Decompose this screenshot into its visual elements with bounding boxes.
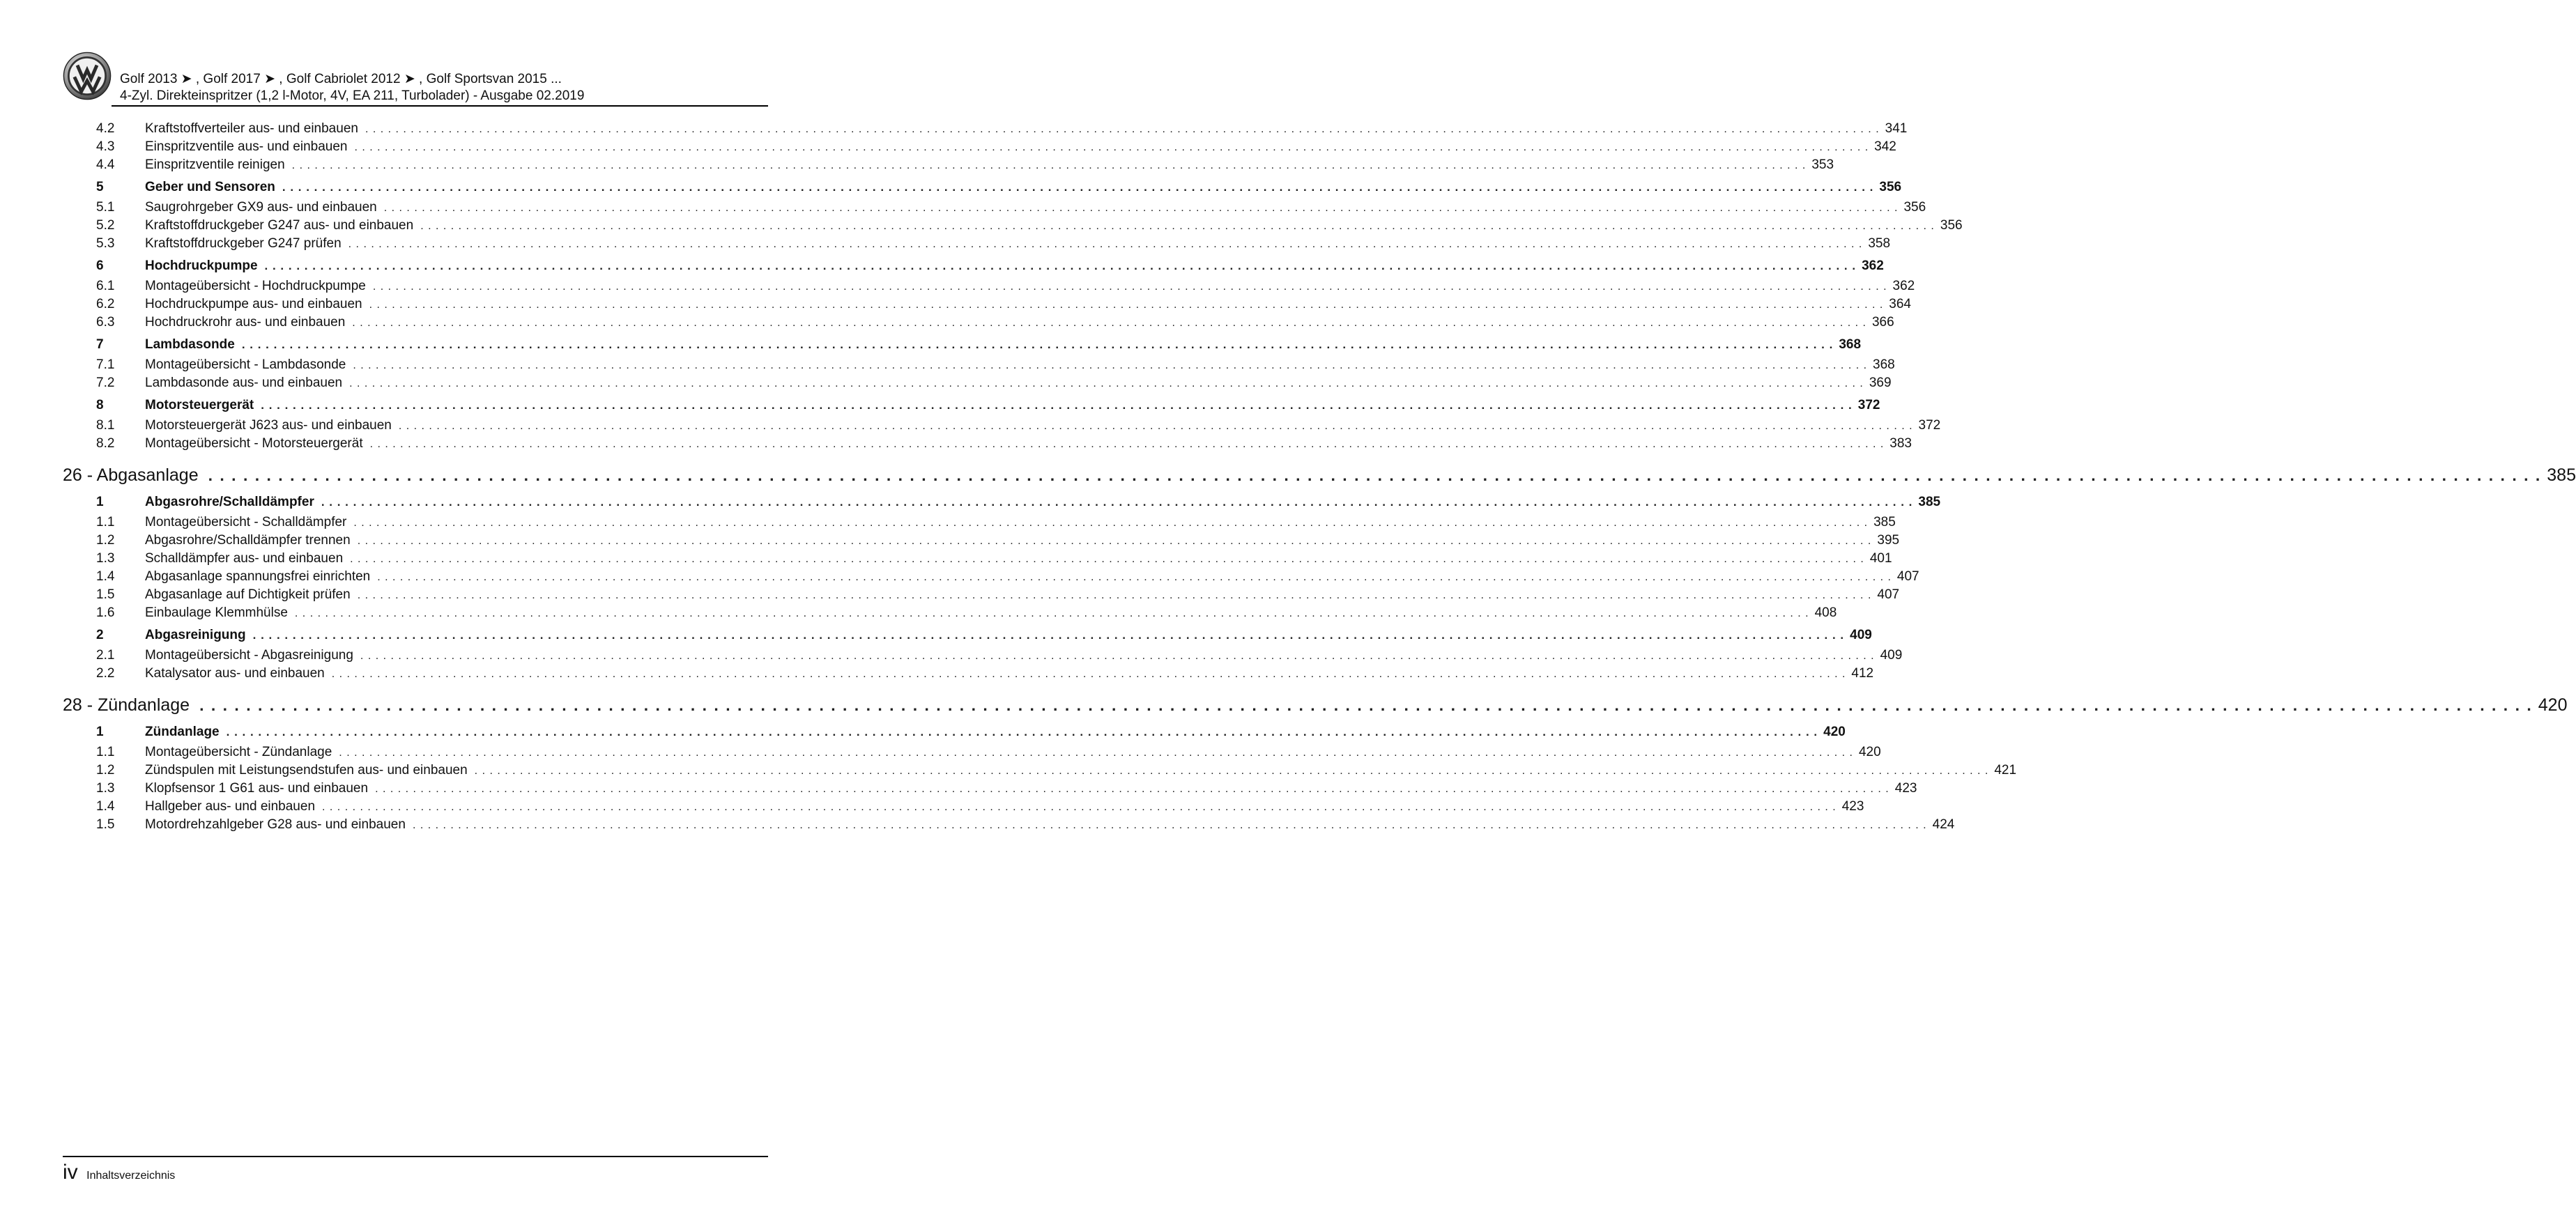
toc-entry-number: 1.5 [96, 817, 115, 832]
toc-section-row[interactable] [63, 337, 1862, 357]
toc-dot-leader: . . . . . . . . . . . . . . . . . . . . . . . . . . . . . . . . . . . . . . . . . . . . . . . . . . . . . . . . . . . . . . . . . . . . . . . . . . . . . . . . . . . . . . . . . . . . . . . . . . . . . . . . . . . . . . . . . . . . . . . . . . . . . . . . . . . . . . . . . . . . . . . . . . . . . . . . . . . . . . . . . . . . . . . . . . . . . . . . . . . . . . . . . . . . . . . . . . . . . . . . [369, 438, 1885, 450]
toc-entry-title: Hochdruckpumpe aus- und einbauen [145, 297, 362, 311]
toc-dot-leader: . . . . . . . . . . . . . . . . . . . . . . . . . . . . . . . . . . . . . . . . . . . . . . . . . . . . . . . . . . . . . . . . . . . . . . . . . . . . . . . . . . . . . . . . . . . . . . . . . . . . . . . . . . . . . . . . . . . . . . . . . . . . . . . . . . . . . . . . . . . . . . . . . . . . . . . . . . . . . . . . . . . . . . . . . . . . . . . . . . . . . . . . . . . . . . . . . . . . . . . . [412, 819, 1927, 831]
toc-entry-title: Motordrehzahlgeber G28 aus- und einbauen [145, 817, 406, 832]
toc-entry-title: Einspritzventile aus- und einbauen [145, 139, 348, 154]
toc-item-row[interactable] [63, 297, 1911, 315]
toc-entry-number: 1.5 [96, 587, 115, 602]
toc-entry-title: Lambdasonde [145, 337, 235, 352]
toc-item-row[interactable] [63, 533, 1900, 551]
toc-entry-page: 395 [1877, 533, 1900, 548]
toc-entry-number: 2.1 [96, 648, 115, 663]
toc-entry-page: 401 [1869, 551, 1892, 566]
toc-entry-title: Kraftstoffdruckgeber G247 prüfen [145, 236, 342, 251]
toc-dot-leader: . . . . . . . . . . . . . . . . . . . . . . . . . . . . . . . . . . . . . . . . . . . . . . . . . . . . . . . . . . . . . . . . . . . . . . . . . . . . . . . . . . . . . . . . . . . . . . . . . . . . . . . . . . . . . . . . . . . . . . . . . . . . . . . . . . . . . . . . . . . . . . . . . . . . . . . . . . . . . . . . . . . . . . . . . . . . . . . . . . . . . . . . . . . . . . . . . . . . . . . . [339, 747, 1853, 759]
toc-entry-title: Lambdasonde aus- und einbauen [145, 376, 343, 390]
header-vehicle-models: Golf 2013 ➤ , Golf 2017 ➤ , Golf Cabriolet 2012 ➤ , Golf Sportsvan 2015 ... [120, 72, 562, 86]
toc-item-row[interactable] [63, 436, 1912, 454]
toc-section-row[interactable] [63, 180, 1902, 200]
toc-entry-page: 353 [1811, 157, 1834, 172]
toc-entry-page: 420 [1858, 745, 1881, 759]
toc-entry-number: 1.6 [96, 605, 115, 620]
toc-entry-number: 7 [96, 337, 104, 352]
toc-dot-leader: . . . . . . . . . . . . . . . . . . . . . . . . . . . . . . . . . . . . . . . . . . . . . . . . . . . . . . . . . . . . . . . . . . . . . . . . . . . . . . . . . . . . . . . . . . . . . . . . . . . . . . . . . . . . . . . . . . . . . . . . . . . . . . . . . . . . . . . . . . . . . . . . . . . . . . . . . . . . . . . . . . . . . . . . . . . . . . . . . . . . . . . . . . . . . . . . . . . . . . . . [294, 608, 1809, 619]
toc-entry-page: 408 [1814, 605, 1837, 620]
toc-dot-leader: . . . . . . . . . . . . . . . . . . . . . . . . . . . . . . . . . . . . . . . . . . . . . . . . . . . . . . . . . . . . . . . . . . . . . . . . . . . . . . . . . . . . . . . . . . . . . . . . . . . . . . . . . . . . . . . . . . . . . . . . . . . . . . . . . . . . . . . . . . . . . . . . . . . . . . . . . . . . . . . . . . . . . . . . . . . . . . . . . . . . . . . . . . . . . . . . . . . . . . . . [383, 202, 1899, 214]
toc-dot-leader: . . . . . . . . . . . . . . . . . . . . . . . . . . . . . . . . . . . . . . . . . . . . . . . . . . . . . . . . . . . . . . . . . . . . . . . . . . . . . . . . . . . . . . . . . . . . . . . . . . . . . . . . . . . . . . . . . . . . . . . . . . . . . . . . . . . . . . . . . . . . . . . . . . . . . . . . . . . . . . . . . . . . . . . . . . . . . . . . . . . . . . . . . . . . . . . . . . . . . . . . [420, 220, 1935, 232]
toc-entry-number: 4.3 [96, 139, 115, 154]
toc-entry-number: 4.2 [96, 121, 115, 136]
toc-entry-page: 341 [1885, 121, 1908, 136]
toc-item-row[interactable] [63, 569, 1919, 587]
toc-entry-number: 1.1 [96, 515, 115, 529]
toc-entry-title: Zündanlage [145, 725, 220, 739]
toc-entry-number: 6.3 [96, 315, 115, 330]
toc-section-row[interactable] [63, 628, 1872, 648]
toc-entry-page: 356 [1940, 218, 1963, 233]
toc-item-row[interactable] [63, 648, 1903, 666]
toc-entry-title: Abgasrohre/Schalldämpfer trennen [145, 533, 351, 548]
toc-entry-page: 356 [1879, 180, 1902, 194]
toc-entry-page: 385 [1873, 515, 1896, 529]
toc-item-row[interactable] [63, 418, 1941, 436]
toc-entry-title: 26 - Abgasanlage [63, 465, 199, 485]
toc-item-row[interactable] [63, 515, 1896, 533]
toc-entry-number: 1 [96, 495, 104, 509]
toc-entry-number: 6.2 [96, 297, 115, 311]
toc-dot-leader: . . . . . . . . . . . . . . . . . . . . . . . . . . . . . . . . . . . . . . . . . . . . . . . . . . . . . . . . . . . . . . . . . . . . . . . . . . . . . . . . . . . . . . . . . . . . . . . . . . . . . . . . . . . . . . . . . . . . . . . . . . . . . . . . . . . . . . . . . . . . . . . . . . . . . . . . . . . . . . . . . . . . . . . . . . . . . . . . . . . . . . . . . . . . . . . . . . . . . . . . [264, 259, 1857, 272]
toc-entry-page: 366 [1871, 315, 1894, 330]
toc-entry-title: Montageübersicht - Abgasreinigung [145, 648, 353, 663]
toc-entry-page: 385 [1918, 495, 1941, 509]
toc-section-row[interactable] [63, 258, 1884, 279]
toc-entry-title: Saugrohrgeber GX9 aus- und einbauen [145, 200, 377, 215]
toc-entry-page: 424 [1932, 817, 1955, 832]
page-header [63, 40, 768, 107]
toc-entry-title: Abgasanlage auf Dichtigkeit prüfen [145, 587, 351, 602]
toc-dot-leader: . . . . . . . . . . . . . . . . . . . . . . . . . . . . . . . . . . . . . . . . . . . . . . . . . . . . . . . . . . . . . . . . . . . . . . . . . . . . . . . . . . . . . . . . . . . . . . . . . . . . . . . . . . . . . . . . . . . . . . . . . . . . . . . . . . . . . . . . . . . . . . . . . . . . . . . . . . . . . . . . . . . . . . . . . . . . . . . . . . . . . . . . . . . . . . . . . . . . . . . . [398, 420, 1913, 432]
toc-dot-leader: . . . . . . . . . . . . . . . . . . . . . . . . . . . . . . . . . . . . . . . . . . . . . . . . . . . . . . . . . . . . . . . . . . . . . . . . . . . . . . . . . . . . . . . . . . . . . . . . . . . . . . . . . . . . . . . . . . . . . . . . . . . . . . . . . . . . . . . . . . . . . . . . . . . . . . . . . . . . . . . . . . . . . . . . . . . . . . . . . . . . . . . . . . . . . . . . . . . . . . . . [349, 378, 1864, 389]
toc-dot-leader: . . . . . . . . . . . . . . . . . . . . . . . . . . . . . . . . . . . . . . . . . . . . . . . . . . . . . . . . . . . . . . . . . . . . . . . . . . . . . . . . . . . . . . . . . . . . . . . . . . . . . . . . . . . . . . . . . . . . . . . . . . . . . . . . . . . . . . . . . . . . . . . . . . . . . . . . . . . . . . . . . . . . . . . . . . . . . . . . . . . . . . . . . . . . . . . . . . . . . . . . [348, 238, 1863, 250]
toc-entry-title: Montageübersicht - Zündanlage [145, 745, 332, 759]
toc-entry-page: 407 [1896, 569, 1919, 584]
toc-entry-number: 1.2 [96, 533, 115, 548]
toc-entry-page: 420 [1823, 725, 1846, 739]
toc-entry-title: Geber und Sensoren [145, 180, 275, 194]
toc-dot-leader: . . . . . . . . . . . . . . . . . . . . . . . . . . . . . . . . . . . . . . . . . . . . . . . . . . . . . . . . . . . . . . . . . . . . . . . . . . . . . . . . . . . . . . . . . . . . . . . . . . . . . . . . . . . . . . . . . . . . . . . . . . . . . . . . . . . . . . . . . . . . . . . . . . . . . . . . . . . . . . . . . . . . . . . . . . . . . . . . . . . . . . . . . . . . . . . . . . . . . . . . [226, 725, 1818, 738]
toc-entry-number: 1 [96, 725, 104, 739]
toc-dot-leader: . . . . . . . . . . . . . . . . . . . . . . . . . . . . . . . . . . . . . . . . . . . . . . . . . . . . . . . . . . . . . . . . . . . . . . . . . . . . . . . . . . . . . . . . . . . . . . . . . . . . . . . . . . . . . . . . . . . . . . . . . . . . . . . . . . . . . . . . . . . . . . . . . . . . . . . . . . . . . . . . . . . . . . . . . . . . . . . . . . . . . . . . . . . . . . . . . . . . . . . . [282, 180, 1874, 194]
toc-entry-page: 421 [1994, 763, 2017, 778]
toc-entry-title: Abgasrohre/Schalldämpfer [145, 495, 314, 509]
toc-item-row[interactable] [63, 157, 1834, 176]
toc-entry-title: Montageübersicht - Hochdruckpumpe [145, 279, 366, 293]
toc-dot-leader: . . . . . . . . . . . . . . . . . . . . . . . . . . . . . . . . . . . . . . . . . . . . . . . . . . . . . . . . . . . . . . . . . . . . . . . . . . . . . . . . . . . . . . . . . . . . . . . . . . . . . . . . . . . . . . . . . . . . . . . . . . . . . . . . . . . . . . . . . . . . . . . . . . . . . . . . . . . . . . . . . . . . . . . . . . . . . . . . . . . . . . . . . . . . . . . . . . . . . . . . [261, 399, 1853, 412]
toc-entry-number: 5.1 [96, 200, 115, 215]
vw-logo-icon [63, 52, 112, 100]
toc-entry-title: Montageübersicht - Lambdasonde [145, 357, 346, 372]
toc-entry-number: 5.2 [96, 218, 115, 233]
toc-entry-title: Abgasreinigung [145, 628, 246, 642]
toc-entry-number: 6.1 [96, 279, 115, 293]
toc-entry-page: 368 [1873, 357, 1895, 372]
footer-divider [63, 1156, 768, 1157]
toc-entry-page: 356 [1903, 200, 1926, 215]
toc-entry-title: Hochdruckpumpe [145, 258, 258, 273]
toc-entry-page: 409 [1880, 648, 1903, 663]
toc-entry-title: Einspritzventile reinigen [145, 157, 285, 172]
toc-item-row[interactable] [63, 666, 1874, 684]
toc-item-row[interactable] [63, 605, 1837, 624]
toc-entry-title: Motorsteuergerät J623 aus- und einbauen [145, 418, 392, 433]
toc-dot-leader: . . . . . . . . . . . . . . . . . . . . . . . . . . . . . . . . . . . . . . . . . . . . . . . . . . . . . . . . . . . . . . . . . . . . . . . . . . . . . . . . . . . . . . . . . . . . . . . . . . . . . . . . . . . . . . . . . . . . . . . . . . . . . . . . . . . . . . . . . . . . . . . . . . . . . . . . . . . . . . . . . . . . . . . . . . . . . . . . . . . . . . . . . . . . . . . . . . . . . . . . [241, 338, 1834, 351]
toc-entry-page: 369 [1869, 376, 1892, 390]
toc-chapter-row[interactable] [63, 695, 2568, 725]
toc-dot-leader: . . . . . . . . . . . . . . . . . . . . . . . . . . . . . . . . . . . . . . . . . . . . . . . . . . . . . . . . . . . . . . . . . . . . . . . . . . . . . . . . . . . . . . . . . . . . . . . . . . . . . . . . . . . . . . . . . . . . . . . . . . . . . . . . . . . . . . . . . . . . . . . . . . . . . . . . . . . . . . . . . . . . . . . . . . . . . . . . . . . . . . . . . . . . . . . . . . . . . . . . [354, 141, 1869, 153]
toc-entry-page: 358 [1868, 236, 1891, 251]
toc-entry-page: 423 [1841, 799, 1864, 814]
toc-item-row[interactable] [63, 745, 1881, 763]
toc-entry-page: 412 [1851, 666, 1874, 681]
toc-chapter-row[interactable] [63, 465, 2576, 495]
toc-entry-number: 7.2 [96, 376, 115, 390]
toc-entry-title: Katalysator aus- und einbauen [145, 666, 325, 681]
toc-entry-title: Einbaulage Klemmhülse [145, 605, 288, 620]
table-of-contents [63, 121, 2576, 835]
toc-dot-leader: . . . . . . . . . . . . . . . . . . . . . . . . . . . . . . . . . . . . . . . . . . . . . . . . . . . . . . . . . . . . . . . . . . . . . . . . . . . . . . . . . . . . . . . . . . . . . . . . . . . . . . . . . . . . . . . . . . . . . . . . . . . . . . . . . . . . . . . . . . . . . . . . . . . . . . . . . . . . . . . . . . . . . . . . . . . . . . . . . . . . . . . . . . . . . . . . . . . . . . . . [350, 553, 1864, 565]
toc-dot-leader: . . . . . . . . . . . . . . . . . . . . . . . . . . . . . . . . . . . . . . . . . . . . . . . . . . . . . . . . . . . . . . . . . . . . . . . . . . . . . . . . . . . . . . . . . . . . . . . . . . . . . . . . . . . . . . . . . . . . . . . . . . . . . . . . . . . . . . . . . . . . . . . . . . . . . . . . . . . . . . . . . . . . . . . . . . . . . . . . . . . . . . . . . . . . . . . . . . . . . . . . [321, 495, 1913, 509]
toc-dot-leader: . . . . . . . . . . . . . . . . . . . . . . . . . . . . . . . . . . . . . . . . . . . . . . . . . . . . . . . . . . . . . . . . . . . . . . . . . . . . . . . . . . . . . . . . . . . . . . . . . . . . . . . . . . . . . . . . . . . . . . . . . . . . . . . . . . . . . . . . . . . . . . . . . . . . . . . . . . . . . . . . . . . . . . . . . . . . . . . . . . . . . . . . . . . . . . . . . . . . . . . . [360, 650, 1875, 662]
toc-dot-leader: . . . . . . . . . . . . . . . . . . . . . . . . . . . . . . . . . . . . . . . . . . . . . . . . . . . . . . . . . . . . . . . . . . . . . . . . . . . . . . . . . . . . . . . . . . . . . . . . . . . . . . . . . . . . . . . . . . . . . . . . . . . . . . . . . . . . . . . . . . . . . . . . . . . . . . . . . . . . . . . . . . . . . . . . . . . . . . . . . . . . . . . . . . . . . . . . . . . . . . . . [365, 123, 1880, 135]
toc-item-row[interactable] [63, 587, 1900, 605]
toc-item-row[interactable] [63, 763, 2017, 781]
toc-item-row[interactable] [63, 121, 1908, 139]
toc-entry-number: 4.4 [96, 157, 115, 172]
toc-dot-leader: . . . . . . . . . . . . . . . . . . . . . . . . . . . . . . . . . . . . . . . . . . . . . . . . . . . . . . . . . . . . . . . . . . . . . . . . . . . . . . . . . . . . . . . . . . . . . . . . . . . . . . . . . . . . . . . . . . . . . . . . . . . . . . . . . . . . . . . . . . . . . . . . . . . . . . . . . . . . . . . . . . . . . . . . . . . . . . . . . . . . . . . . . . . . . . . . . . . . . . . . [377, 571, 1892, 583]
toc-entry-number: 1.1 [96, 745, 115, 759]
toc-item-row[interactable] [63, 315, 1894, 333]
toc-entry-title: Abgasanlage spannungsfrei einrichten [145, 569, 371, 584]
toc-entry-number: 2.2 [96, 666, 115, 681]
toc-entry-page: 383 [1889, 436, 1912, 451]
toc-entry-number: 5 [96, 180, 104, 194]
toc-item-row[interactable] [63, 781, 1917, 799]
toc-section-row[interactable] [63, 725, 1846, 745]
toc-entry-page: 342 [1874, 139, 1896, 154]
footer-page-number: iv [63, 1161, 78, 1184]
toc-entry-page: 368 [1839, 337, 1862, 352]
footer-title: Inhaltsverzeichnis [86, 1170, 176, 1182]
toc-entry-number: 1.4 [96, 799, 115, 814]
toc-item-row[interactable] [63, 376, 1892, 394]
page-footer [63, 1161, 175, 1184]
toc-item-row[interactable] [63, 551, 1892, 569]
toc-item-row[interactable] [63, 279, 1915, 297]
header-engine-edition: 4-Zyl. Direkteinspritzer (1,2 l-Motor, 4V, EA 211, Turbolader) - Ausgabe 02.2019 [120, 88, 585, 103]
toc-entry-page: 407 [1877, 587, 1900, 602]
toc-entry-page: 362 [1892, 279, 1915, 293]
toc-entry-number: 7.1 [96, 357, 115, 372]
toc-entry-number: 1.4 [96, 569, 115, 584]
toc-entry-number: 1.3 [96, 551, 115, 566]
toc-dot-leader: . . . . . . . . . . . . . . . . . . . . . . . . . . . . . . . . . . . . . . . . . . . . . . . . . . . . . . . . . . . . . . . . . . . . . . . . . . . . . . . . . . . . . . . . . . . . . . . . . . . . . . . . . . . . . . . . . . . . . . . . . . . . . . . . . . . . . . . . . . . . . . . . . . . . . . . . . . . . . . . . . . . . . . . . . . . . . . . . . . . . . . . . . . . . . . . . . . . . . . . . [199, 696, 2533, 714]
toc-section-row[interactable] [63, 495, 1941, 515]
toc-entry-title: Montageübersicht - Motorsteuergerät [145, 436, 363, 451]
toc-item-row[interactable] [63, 357, 1895, 376]
toc-dot-leader: . . . . . . . . . . . . . . . . . . . . . . . . . . . . . . . . . . . . . . . . . . . . . . . . . . . . . . . . . . . . . . . . . . . . . . . . . . . . . . . . . . . . . . . . . . . . . . . . . . . . . . . . . . . . . . . . . . . . . . . . . . . . . . . . . . . . . . . . . . . . . . . . . . . . . . . . . . . . . . . . . . . . . . . . . . . . . . . . . . . . . . . . . . . . . . . . . . . . . . . . [357, 535, 1872, 547]
toc-entry-number: 8 [96, 398, 104, 412]
toc-entry-number: 1.2 [96, 763, 115, 778]
toc-dot-leader: . . . . . . . . . . . . . . . . . . . . . . . . . . . . . . . . . . . . . . . . . . . . . . . . . . . . . . . . . . . . . . . . . . . . . . . . . . . . . . . . . . . . . . . . . . . . . . . . . . . . . . . . . . . . . . . . . . . . . . . . . . . . . . . . . . . . . . . . . . . . . . . . . . . . . . . . . . . . . . . . . . . . . . . . . . . . . . . . . . . . . . . . . . . . . . . . . . . . . . . . [357, 589, 1872, 601]
toc-entry-number: 1.3 [96, 781, 115, 796]
toc-dot-leader: . . . . . . . . . . . . . . . . . . . . . . . . . . . . . . . . . . . . . . . . . . . . . . . . . . . . . . . . . . . . . . . . . . . . . . . . . . . . . . . . . . . . . . . . . . . . . . . . . . . . . . . . . . . . . . . . . . . . . . . . . . . . . . . . . . . . . . . . . . . . . . . . . . . . . . . . . . . . . . . . . . . . . . . . . . . . . . . . . . . . . . . . . . . . . . . . . . . . . . . . [291, 160, 1807, 171]
toc-item-row[interactable] [63, 817, 1955, 835]
toc-dot-leader: . . . . . . . . . . . . . . . . . . . . . . . . . . . . . . . . . . . . . . . . . . . . . . . . . . . . . . . . . . . . . . . . . . . . . . . . . . . . . . . . . . . . . . . . . . . . . . . . . . . . . . . . . . . . . . . . . . . . . . . . . . . . . . . . . . . . . . . . . . . . . . . . . . . . . . . . . . . . . . . . . . . . . . . . . . . . . . . . . . . . . . . . . . . . . . . . . . . . . . . . [352, 317, 1866, 329]
toc-dot-leader: . . . . . . . . . . . . . . . . . . . . . . . . . . . . . . . . . . . . . . . . . . . . . . . . . . . . . . . . . . . . . . . . . . . . . . . . . . . . . . . . . . . . . . . . . . . . . . . . . . . . . . . . . . . . . . . . . . . . . . . . . . . . . . . . . . . . . . . . . . . . . . . . . . . . . . . . . . . . . . . . . . . . . . . . . . . . . . . . . . . . . . . . . . . . . . . . . . . . . . . . [474, 765, 1989, 777]
toc-dot-leader: . . . . . . . . . . . . . . . . . . . . . . . . . . . . . . . . . . . . . . . . . . . . . . . . . . . . . . . . . . . . . . . . . . . . . . . . . . . . . . . . . . . . . . . . . . . . . . . . . . . . . . . . . . . . . . . . . . . . . . . . . . . . . . . . . . . . . . . . . . . . . . . . . . . . . . . . . . . . . . . . . . . . . . . . . . . . . . . . . . . . . . . . . . . . . . . . . . . . . . . . [372, 281, 1887, 293]
toc-entry-title: Montageübersicht - Schalldämpfer [145, 515, 347, 529]
toc-dot-leader: . . . . . . . . . . . . . . . . . . . . . . . . . . . . . . . . . . . . . . . . . . . . . . . . . . . . . . . . . . . . . . . . . . . . . . . . . . . . . . . . . . . . . . . . . . . . . . . . . . . . . . . . . . . . . . . . . . . . . . . . . . . . . . . . . . . . . . . . . . . . . . . . . . . . . . . . . . . . . . . . . . . . . . . . . . . . . . . . . . . . . . . . . . . . . . . . . . . . . . . . [208, 466, 2542, 484]
toc-dot-leader: . . . . . . . . . . . . . . . . . . . . . . . . . . . . . . . . . . . . . . . . . . . . . . . . . . . . . . . . . . . . . . . . . . . . . . . . . . . . . . . . . . . . . . . . . . . . . . . . . . . . . . . . . . . . . . . . . . . . . . . . . . . . . . . . . . . . . . . . . . . . . . . . . . . . . . . . . . . . . . . . . . . . . . . . . . . . . . . . . . . . . . . . . . . . . . . . . . . . . . . . [252, 628, 1845, 642]
toc-entry-title: Zündspulen mit Leistungsendstufen aus- und einbauen [145, 763, 468, 778]
toc-section-row[interactable] [63, 398, 1880, 418]
toc-dot-leader: . . . . . . . . . . . . . . . . . . . . . . . . . . . . . . . . . . . . . . . . . . . . . . . . . . . . . . . . . . . . . . . . . . . . . . . . . . . . . . . . . . . . . . . . . . . . . . . . . . . . . . . . . . . . . . . . . . . . . . . . . . . . . . . . . . . . . . . . . . . . . . . . . . . . . . . . . . . . . . . . . . . . . . . . . . . . . . . . . . . . . . . . . . . . . . . . . . . . . . . . [353, 517, 1869, 529]
toc-entry-number: 8.2 [96, 436, 115, 451]
toc-item-row[interactable] [63, 139, 1896, 157]
toc-entry-title: Hallgeber aus- und einbauen [145, 799, 316, 814]
toc-entry-page: 364 [1889, 297, 1911, 311]
toc-entry-page: 385 [2547, 465, 2576, 485]
toc-entry-title: Hochdruckrohr aus- und einbauen [145, 315, 346, 330]
toc-entry-page: 409 [1850, 628, 1872, 642]
toc-dot-leader: . . . . . . . . . . . . . . . . . . . . . . . . . . . . . . . . . . . . . . . . . . . . . . . . . . . . . . . . . . . . . . . . . . . . . . . . . . . . . . . . . . . . . . . . . . . . . . . . . . . . . . . . . . . . . . . . . . . . . . . . . . . . . . . . . . . . . . . . . . . . . . . . . . . . . . . . . . . . . . . . . . . . . . . . . . . . . . . . . . . . . . . . . . . . . . . . . . . . . . . . [369, 299, 1884, 311]
toc-entry-page: 372 [1918, 418, 1941, 433]
toc-entry-number: 8.1 [96, 418, 115, 433]
toc-entry-title: Schalldämpfer aus- und einbauen [145, 551, 344, 566]
toc-entry-number: 5.3 [96, 236, 115, 251]
toc-dot-leader: . . . . . . . . . . . . . . . . . . . . . . . . . . . . . . . . . . . . . . . . . . . . . . . . . . . . . . . . . . . . . . . . . . . . . . . . . . . . . . . . . . . . . . . . . . . . . . . . . . . . . . . . . . . . . . . . . . . . . . . . . . . . . . . . . . . . . . . . . . . . . . . . . . . . . . . . . . . . . . . . . . . . . . . . . . . . . . . . . . . . . . . . . . . . . . . . . . . . . . . . [353, 359, 1868, 371]
toc-entry-title: Motorsteuergerät [145, 398, 254, 412]
toc-dot-leader: . . . . . . . . . . . . . . . . . . . . . . . . . . . . . . . . . . . . . . . . . . . . . . . . . . . . . . . . . . . . . . . . . . . . . . . . . . . . . . . . . . . . . . . . . . . . . . . . . . . . . . . . . . . . . . . . . . . . . . . . . . . . . . . . . . . . . . . . . . . . . . . . . . . . . . . . . . . . . . . . . . . . . . . . . . . . . . . . . . . . . . . . . . . . . . . . . . . . . . . . [322, 801, 1837, 813]
toc-entry-page: 423 [1894, 781, 1917, 796]
toc-dot-leader: . . . . . . . . . . . . . . . . . . . . . . . . . . . . . . . . . . . . . . . . . . . . . . . . . . . . . . . . . . . . . . . . . . . . . . . . . . . . . . . . . . . . . . . . . . . . . . . . . . . . . . . . . . . . . . . . . . . . . . . . . . . . . . . . . . . . . . . . . . . . . . . . . . . . . . . . . . . . . . . . . . . . . . . . . . . . . . . . . . . . . . . . . . . . . . . . . . . . . . . . [331, 668, 1846, 680]
toc-entry-title: Klopfsensor 1 G61 aus- und einbauen [145, 781, 369, 796]
toc-item-row[interactable] [63, 236, 1891, 254]
toc-entry-number: 2 [96, 628, 104, 642]
toc-entry-title: Kraftstoffdruckgeber G247 aus- und einbauen [145, 218, 414, 233]
header-divider [112, 105, 768, 107]
toc-item-row[interactable] [63, 799, 1864, 817]
toc-entry-page: 420 [2538, 695, 2568, 715]
toc-entry-page: 372 [1857, 398, 1880, 412]
toc-entry-number: 6 [96, 258, 104, 273]
toc-entry-title: 28 - Zündanlage [63, 695, 190, 715]
toc-item-row[interactable] [63, 200, 1926, 218]
toc-item-row[interactable] [63, 218, 1963, 236]
toc-entry-page: 362 [1862, 258, 1884, 273]
toc-entry-title: Kraftstoffverteiler aus- und einbauen [145, 121, 358, 136]
toc-dot-leader: . . . . . . . . . . . . . . . . . . . . . . . . . . . . . . . . . . . . . . . . . . . . . . . . . . . . . . . . . . . . . . . . . . . . . . . . . . . . . . . . . . . . . . . . . . . . . . . . . . . . . . . . . . . . . . . . . . . . . . . . . . . . . . . . . . . . . . . . . . . . . . . . . . . . . . . . . . . . . . . . . . . . . . . . . . . . . . . . . . . . . . . . . . . . . . . . . . . . . . . . [375, 783, 1889, 795]
